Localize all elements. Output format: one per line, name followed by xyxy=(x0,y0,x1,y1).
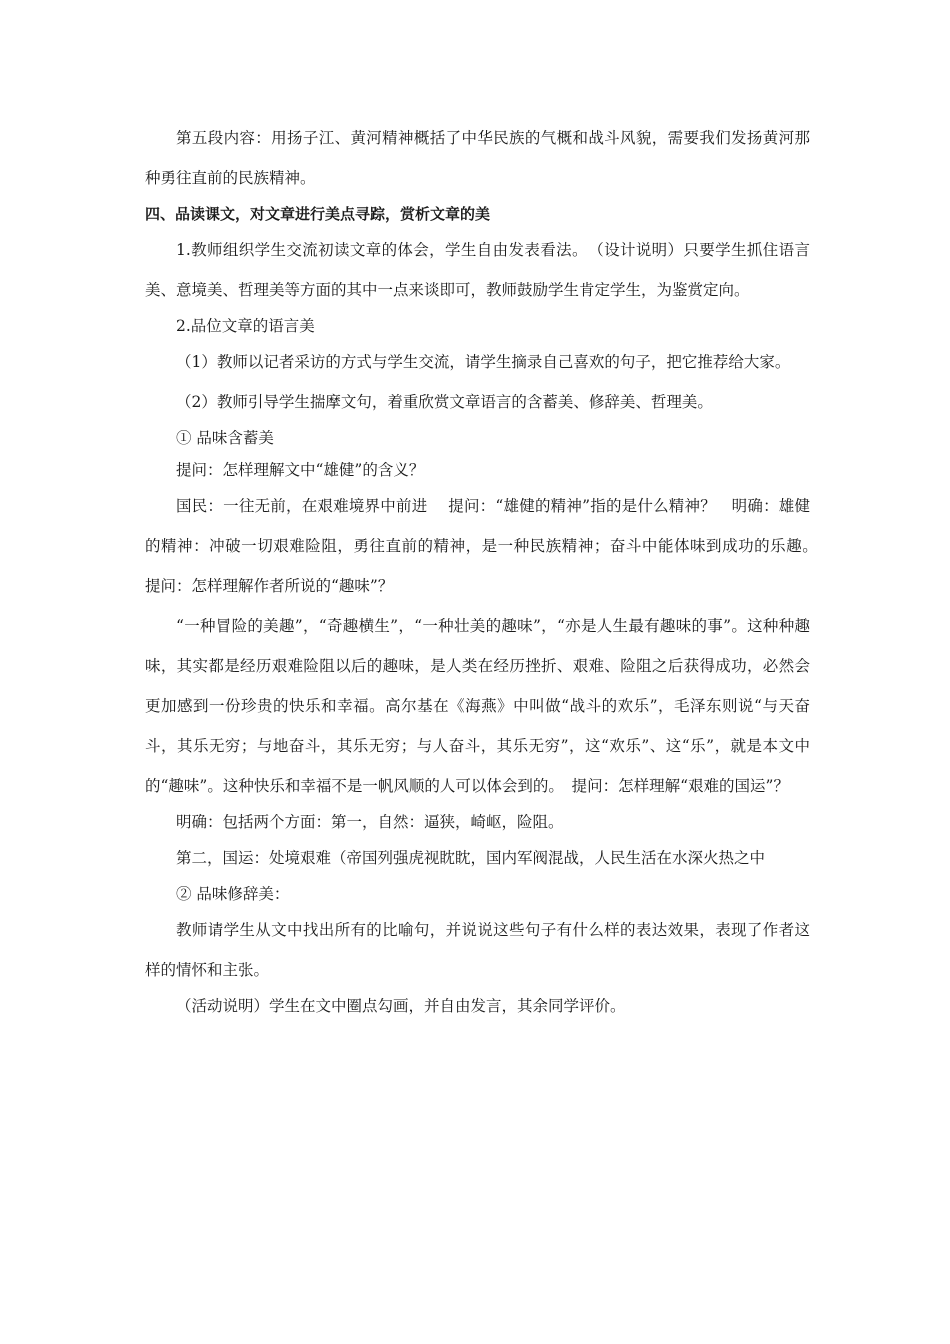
paragraph-metaphor-task: 教师请学生从文中找出所有的比喻句，并说说这些句子有什么样的表达效果，表现了作者这样的情怀和主张。 xyxy=(145,921,810,979)
paragraph-sub-1: （1）教师以记者采访的方式与学生交流，请学生摘录自己喜欢的句子，把它推荐给大家。 xyxy=(176,353,791,371)
paragraph-question-1: 提问：怎样理解文中“雄健”的含义？ xyxy=(176,461,425,479)
document-page xyxy=(145,118,826,1022)
paragraph-sub-2: （2）教师引导学生揣摩文句，着重欣赏文章语言的含蓄美、修辞美、哲理美。 xyxy=(176,393,713,411)
paragraph-item-2: 2.品位文章的语言美 xyxy=(176,317,315,335)
paragraph-clarify: 明确：包括两个方面：第一，自然：逼狭，崎岖，险阻。 xyxy=(176,813,564,831)
paragraph-interest: “一种冒险的美趣”，“奇趣横生”，“一种壮美的趣味”，“亦是人生最有趣味的事”。这种种趣味，其实都是经历艰难险阻以后的趣味，是人类在经历挫折、艰难、险阻之后获得成功，必然会更加感到一份珍贵的快乐和幸福。高尔基在《海燕》中叫做“战斗的欢乐”，毛泽东则说“与天奋斗，其乐无穷；与地奋斗，其乐无穷；与人奋斗，其乐无穷”，这“欢乐”、这“乐”，就是本文中的“趣味”。这种快乐和幸福不是一帆风顺的人可以体会到的。 提问：怎样理解“艰难的国运”？ xyxy=(145,617,810,795)
paragraph-national-fate: 第二，国运：处境艰难（帝国列强虎视眈眈，国内军阀混战，人民生活在水深火热之中 xyxy=(176,849,766,867)
paragraph-activity-note: （活动说明）学生在文中圈点勾画，并自由发言，其余同学评价。 xyxy=(176,997,626,1015)
section-heading-four: 四、品读课文，对文章进行美点寻踪，赏析文章的美 xyxy=(145,205,491,223)
paragraph-implicit-beauty: ① 品味含蓄美 xyxy=(176,429,274,447)
paragraph-answer-1: 国民：一往无前，在艰难境界中前进 提问：“雄健的精神”指的是什么精神？ 明确：雄健的精神：冲破一切艰难险阻，勇往直前的精神，是一种民族精神；奋斗中能体味到成功的乐趣。 提问：怎样理解作者所说的“趣味”？ xyxy=(145,497,826,595)
paragraph-rhetoric-beauty: ② 品味修辞美： xyxy=(176,885,290,903)
paragraph-item-1: 1.教师组织学生交流初读文章的体会，学生自由发表看法。 （设计说明）只要学生抓住语言美、意境美、哲理美等方面的其中一点来谈即可，教师鼓励学生肯定学生，为鉴赏定向。 xyxy=(145,241,810,299)
paragraph-fifth-section: 第五段内容：用扬子江、黄河精神概括了中华民族的气概和战斗风貌，需要我们发扬黄河那种勇往直前的民族精神。 xyxy=(145,129,810,187)
